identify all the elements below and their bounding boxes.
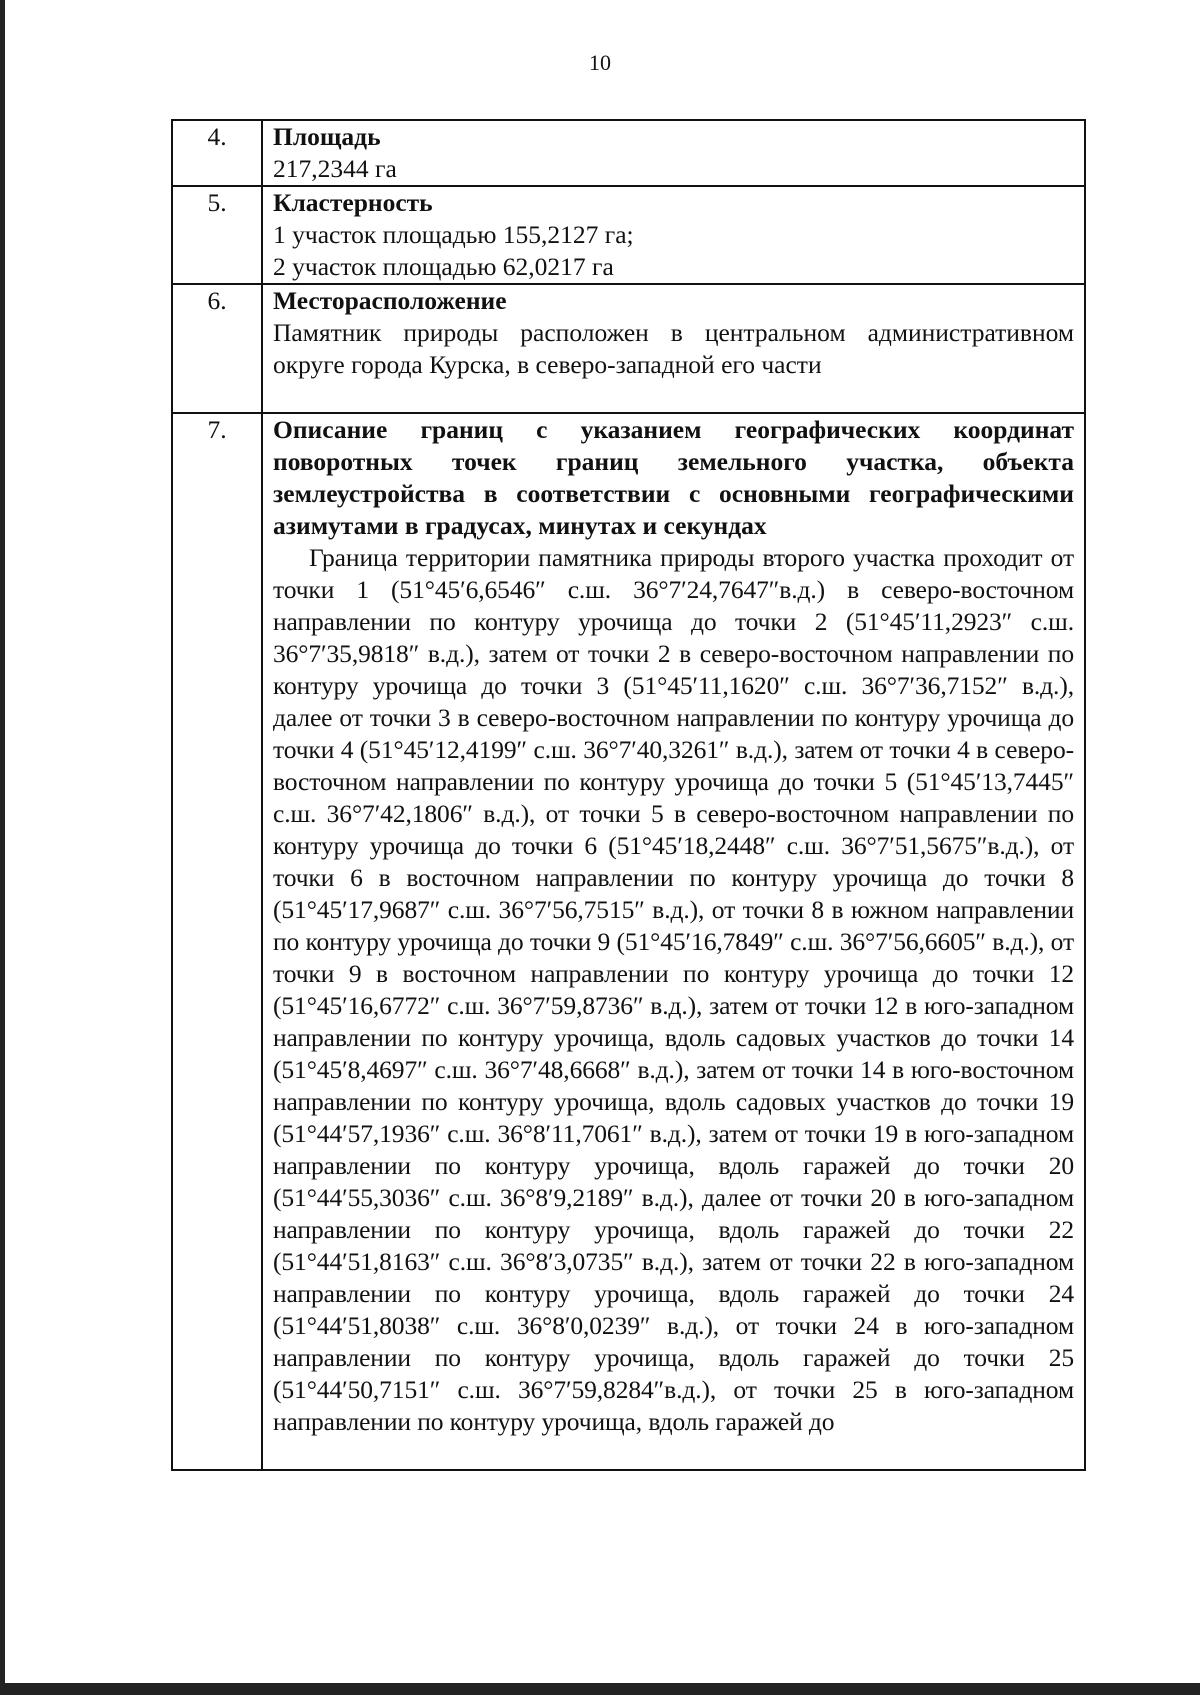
row-content [262,186,1085,284]
row-number: 6. [172,284,262,413]
table-row [172,413,1085,1470]
table-row [172,120,1085,186]
location-text: Памятник природы расположен в центральном административном округе города Курска, в северо-западной его части [273,318,1074,379]
row-title-clustering: Кластерность [273,188,433,217]
cluster-line: 2 участок площадью 62,0217 га [273,252,614,281]
row-title-boundaries: Описание границ с указанием географических координат поворотных точек границ земельного участка, объекта землеустройства в соответствии с основными географическими азимутами в градусах, минутах и секундах [273,415,1074,540]
page-number: 10 [589,50,611,75]
document-table [171,119,1086,1471]
row-title-location: Месторасположение [273,286,507,315]
boundary-description: Граница территории памятника природы второго участка проходит от точки 1 (51°45′6,6546″ с.ш. 36°7′24,7647″в.д.) в северо-восточном направлении по контуру урочища до точки 2 (51°45′11,2923″ с.ш. 36°7′35,9818″ в.д.), затем от точки 2 в северо-восточном направлении по контуру урочища до точки 3 (51°45′11,1620″ с.ш. 36°7′36,7152″ в.д.), далее от точки 3 в северо-восточном направлении по контуру урочища до точки 4 (51°45′12,4199″ с.ш. 36°7′40,3261″ в.д.), затем от точки 4 в северо-восточном направлении по контуру урочища до точки 5 (51°45′13,7445″ с.ш. 36°7′42,1806″ в.д.), от точки 5 в северо-восточном направлении по контуру урочища до точки 6 (51°45′18,2448″ с.ш. 36°7′51,5675″в.д.), от точки 6 в восточном направлении по контуру урочища до точки 8 (51°45′17,9687″ с.ш. 36°7′56,7515″ в.д.), от точки 8 в южном направлении по контуру урочища до точки 9 (51°45′16,7849″ с.ш. 36°7′56,6605″ в.д.), от точки 9 в восточном направлении по контуру урочища до точки 12 (51°45′16,6772″ с.ш. 36°7′59,8736″ в.д.), затем от точки 12 в юго-западном направлении по контуру урочища, вдоль садовых участков до точки 14 (51°45′8,4697″ с.ш. 36°7′48,6668″ в.д.), затем от точки 14 в юго-восточном направлении по контуру урочища, вдоль садовых участков до точки 19 (51°44′57,1936″ с.ш. 36°8′11,7061″ в.д.), затем от точки 19 в юго-западном направлении по контуру урочища, вдоль гаражей до точки 20 (51°44′55,3036″ с.ш. 36°8′9,2189″ в.д.), далее от точки 20 в юго-западном направлении по контуру урочища, вдоль гаражей до точки 22 (51°44′51,8163″ с.ш. 36°8′3,0735″ в.д.), затем от точки 22 в юго-западном направлении по контуру урочища, вдоль гаражей до точки 24 (51°44′51,8038″ с.ш. 36°8′0,0239″ в.д.), от точки 24 в юго-западном направлении по контуру урочища, вдоль гаражей до точки 25 (51°44′50,7151″ с.ш. 36°7′59,8284″в.д.), от точки 25 в юго-западном направлении по контуру урочища, вдоль гаражей до [273,543,1074,1436]
row-number: 7. [172,413,262,1470]
row-content [262,120,1085,186]
cluster-line: 1 участок площадью 155,2127 га; [273,220,634,249]
row-content [262,413,1085,1470]
table-row [172,284,1085,413]
scan-edge-bottom [0,1683,1200,1695]
row-content [262,284,1085,413]
table-row [172,186,1085,284]
row-number: 4. [172,120,262,186]
row-title-area: Площадь [273,122,381,151]
scan-edge-left [0,0,5,1695]
area-value: 217,2344 га [273,154,397,183]
row-number: 5. [172,186,262,284]
